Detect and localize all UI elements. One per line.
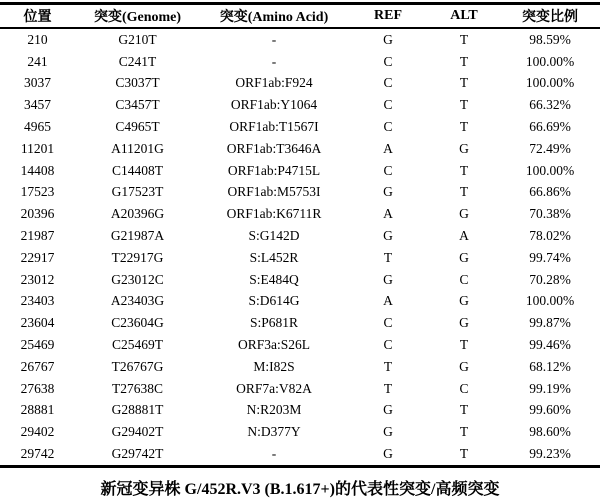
table-row <box>0 73 600 95</box>
table-cell: C241T <box>118 53 157 69</box>
table-cell: S:P681R <box>249 315 299 331</box>
table-cell: A <box>459 228 469 244</box>
table-cell: C3457T <box>115 97 160 113</box>
table-header-row <box>0 4 600 29</box>
table-cell: T27638C <box>111 380 163 396</box>
table-cell: ORF1ab:T1567I <box>229 119 319 135</box>
table-cell: 241 <box>27 53 48 69</box>
table-cell: C <box>459 271 469 287</box>
table-cell: 4965 <box>24 119 51 135</box>
table-cell: T <box>383 249 393 265</box>
table-row <box>0 291 600 313</box>
table-row <box>0 269 600 291</box>
table-cell: 100.00% <box>525 162 575 178</box>
table-cell: ORF3a:S26L <box>237 337 310 353</box>
table-cell: G <box>383 402 393 418</box>
table-cell: T <box>459 424 469 440</box>
table-cell: G <box>383 424 393 440</box>
table-row <box>0 443 600 466</box>
table-cell: T <box>383 380 393 396</box>
table-cell: 99.23% <box>529 446 571 462</box>
table-cell: 99.19% <box>529 380 571 396</box>
table-cell: 70.28% <box>529 271 571 287</box>
table-cell: 66.32% <box>529 97 571 113</box>
table-row <box>0 138 600 160</box>
table-cell: 99.87% <box>529 315 571 331</box>
table-cell: A23403G <box>110 293 165 309</box>
table-cell: S:E484Q <box>249 271 299 287</box>
table-row <box>0 51 600 73</box>
table-cell: C <box>383 162 393 178</box>
table-cell: G <box>383 184 393 200</box>
table-cell: T <box>383 358 393 374</box>
table-row <box>0 312 600 334</box>
table-cell: T <box>459 97 469 113</box>
table-cell: G17523T <box>111 184 164 200</box>
table-cell: C4965T <box>115 119 160 135</box>
table-row <box>0 334 600 356</box>
table-cell: C25469T <box>111 337 163 353</box>
table-cell: 99.46% <box>529 337 571 353</box>
table-cell: 66.69% <box>529 119 571 135</box>
table-cell: T26767G <box>111 358 164 374</box>
table-row <box>0 356 600 378</box>
table-row <box>0 203 600 225</box>
table-cell: S:L452R <box>249 249 299 265</box>
mutation-table <box>0 2 600 468</box>
table-row <box>0 378 600 400</box>
table-cell: 3457 <box>24 97 51 113</box>
table-cell: C14408T <box>111 162 163 178</box>
table-cell: 72.49% <box>529 140 571 156</box>
table-cell: 17523 <box>20 184 55 200</box>
table-cell: 25469 <box>20 337 55 353</box>
table-cell: T <box>459 162 469 178</box>
table-cell: A20396G <box>110 206 165 222</box>
table-cell: G <box>383 271 393 287</box>
table-cell: T <box>459 119 469 135</box>
table-cell: A11201G <box>111 140 164 156</box>
table-cell: T <box>459 446 469 462</box>
table-cell: C <box>383 337 393 353</box>
column-header-ref: REF <box>348 4 428 29</box>
table-cell: ORF1ab:T3646A <box>226 140 322 156</box>
table-cell: 29742 <box>20 446 55 462</box>
table-caption: 新冠变异株 G/452R.V3 (B.1.617+)的代表性突变/高频突变 <box>100 480 500 498</box>
table-cell: 66.86% <box>529 184 571 200</box>
table-cell: 3037 <box>24 75 51 91</box>
table-cell: S:G142D <box>248 228 300 244</box>
table-cell: - <box>271 446 277 462</box>
table-cell: 70.38% <box>529 206 571 222</box>
table-cell: G29402T <box>111 424 164 440</box>
table-cell: G <box>459 249 469 265</box>
table-cell: 29402 <box>20 424 55 440</box>
table-row <box>0 225 600 247</box>
column-header-position: 位置 <box>0 4 75 29</box>
table-cell: S:D614G <box>248 293 300 309</box>
table-cell: G <box>459 293 469 309</box>
table-cell: C <box>383 119 393 135</box>
table-cell: 23604 <box>20 315 55 331</box>
table-cell: G29742T <box>111 446 164 462</box>
table-cell: ORF1ab:M5753I <box>227 184 321 200</box>
column-header-genome: 突变(Genome) <box>75 4 200 29</box>
table-cell: A <box>383 140 393 156</box>
table-cell: ORF1ab:F924 <box>235 75 313 91</box>
table-cell: C <box>383 315 393 331</box>
table-cell: 98.59% <box>529 31 571 47</box>
table-cell: C <box>383 97 393 113</box>
table-cell: 98.60% <box>529 424 571 440</box>
table-cell: 22917 <box>20 249 55 265</box>
table-cell: 99.74% <box>529 249 571 265</box>
table-cell: N:D377Y <box>247 424 301 440</box>
table-cell: 210 <box>27 31 48 47</box>
table-cell: C3037T <box>115 75 160 91</box>
table-cell: ORF1ab:P4715L <box>227 162 321 178</box>
table-cell: M:I82S <box>253 358 295 374</box>
table-cell: 14408 <box>20 162 55 178</box>
table-cell: 100.00% <box>525 53 575 69</box>
column-header-amino-acid: 突变(Amino Acid) <box>200 4 348 29</box>
table-cell: G <box>383 31 393 47</box>
table-cell: ORF7a:V82A <box>236 380 312 396</box>
table-row <box>0 182 600 204</box>
table-cell: T <box>459 75 469 91</box>
table-row <box>0 247 600 269</box>
column-header-alt: ALT <box>428 4 500 29</box>
table-cell: T <box>459 53 469 69</box>
table-cell: 28881 <box>20 402 55 418</box>
table-cell: A <box>383 293 393 309</box>
table-cell: 100.00% <box>525 75 575 91</box>
table-cell: G210T <box>118 31 157 47</box>
mutation-table-body <box>0 28 600 466</box>
table-cell: ORF1ab:K6711R <box>226 206 322 222</box>
table-cell: 20396 <box>20 206 55 222</box>
table-cell: C <box>459 380 469 396</box>
table-row <box>0 400 600 422</box>
table-cell: 23403 <box>20 293 55 309</box>
table-cell: G23012C <box>111 271 164 287</box>
table-cell: 23012 <box>20 271 55 287</box>
table-cell: 27638 <box>20 380 55 396</box>
table-row <box>0 160 600 182</box>
table-row <box>0 421 600 443</box>
table-cell: 100.00% <box>525 293 575 309</box>
table-cell: N:R203M <box>246 402 302 418</box>
table-cell: A <box>383 206 393 222</box>
table-row <box>0 116 600 138</box>
table-row <box>0 94 600 116</box>
table-cell: 78.02% <box>529 228 571 244</box>
table-cell: ORF1ab:Y1064 <box>230 97 318 113</box>
column-header-ratio: 突变比例 <box>500 4 600 29</box>
table-cell: 99.60% <box>529 402 571 418</box>
table-cell: G <box>459 358 469 374</box>
table-row <box>0 28 600 51</box>
table-cell: G <box>459 140 469 156</box>
table-cell: T <box>459 337 469 353</box>
table-cell: G <box>459 315 469 331</box>
table-cell: T <box>459 184 469 200</box>
table-cell: - <box>271 53 277 69</box>
table-cell: - <box>271 31 277 47</box>
table-cell: 11201 <box>20 140 55 156</box>
table-cell: G21987A <box>110 228 165 244</box>
table-cell: T22917G <box>111 249 164 265</box>
table-cell: G <box>383 228 393 244</box>
table-cell: 21987 <box>20 228 55 244</box>
table-cell: T <box>459 31 469 47</box>
table-cell: C <box>383 75 393 91</box>
table-cell: G <box>459 206 469 222</box>
table-cell: T <box>459 402 469 418</box>
table-cell: G28881T <box>111 402 164 418</box>
table-cell: 68.12% <box>529 358 571 374</box>
table-cell: 26767 <box>20 358 55 374</box>
table-cell: C <box>383 53 393 69</box>
table-cell: C23604G <box>111 315 164 331</box>
table-cell: G <box>383 446 393 462</box>
